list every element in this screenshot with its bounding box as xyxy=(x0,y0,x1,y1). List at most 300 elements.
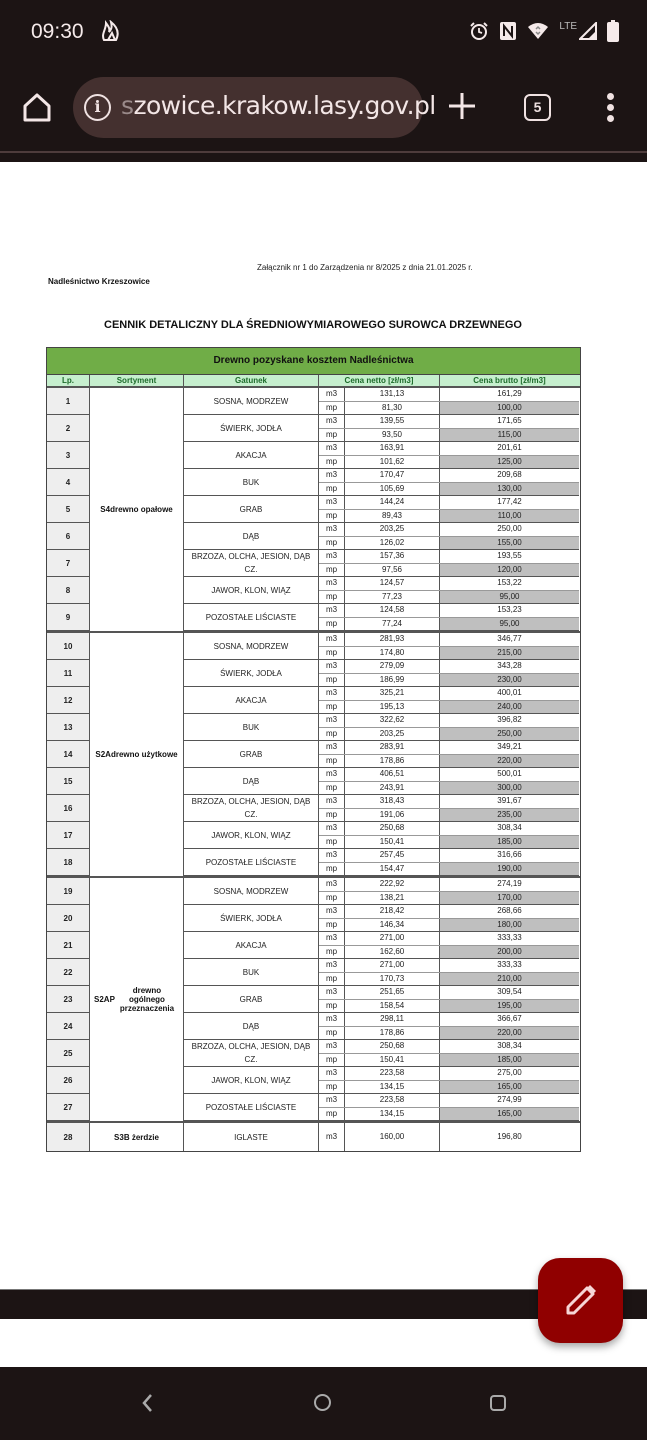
price-row xyxy=(319,701,579,715)
unit-cell: m3 xyxy=(319,550,345,563)
netto-cell: 77,23 xyxy=(345,591,440,604)
table-column-headers xyxy=(47,375,580,388)
price-row xyxy=(319,483,579,497)
brutto-cell: 110,00 xyxy=(440,510,579,523)
unit-cell: mp xyxy=(319,537,345,550)
sortyment-group xyxy=(47,633,580,878)
battery-icon xyxy=(607,20,619,47)
gatunek-cell: BUK xyxy=(184,959,319,986)
netto-cell: 322,62 xyxy=(345,714,440,727)
netto-cell: 178,86 xyxy=(345,755,440,768)
unit-cell: mp xyxy=(319,809,345,822)
gatunek-cell: BUK xyxy=(184,714,319,741)
sortyment-group xyxy=(47,1123,580,1151)
lp-cell: 21 xyxy=(47,932,90,959)
signal-icon xyxy=(579,22,597,45)
price-row xyxy=(319,402,579,416)
brutto-cell: 200,00 xyxy=(440,946,579,959)
unit-cell: mp xyxy=(319,701,345,714)
unit-cell: mp xyxy=(319,782,345,795)
price-row xyxy=(319,660,579,674)
lp-cell: 1 xyxy=(47,388,90,415)
gatunek-cell: SOSNA, MODRZEW xyxy=(184,633,319,660)
brutto-cell: 153,23 xyxy=(497,605,522,614)
brutto-cell: 220,00 xyxy=(440,755,579,768)
home-circle-icon[interactable] xyxy=(314,1394,331,1411)
netto-cell: 138,21 xyxy=(345,892,440,905)
sortyment-name: drewno ogólnego przeznaczenia xyxy=(119,986,175,1013)
gatunek-cell: DĄB xyxy=(184,768,319,795)
lp-column xyxy=(47,633,90,876)
unit-cell: mp xyxy=(319,863,345,876)
gatunek-cell: ŚWIERK, JODŁA xyxy=(184,415,319,442)
menu-dots-icon[interactable] xyxy=(600,93,620,123)
lp-cell: 27 xyxy=(47,1094,90,1121)
brutto-cell: 343,28 xyxy=(497,661,522,670)
table-body xyxy=(47,388,580,1151)
unit-cell: mp xyxy=(319,755,345,768)
brutto-cell: 349,21 xyxy=(497,742,522,751)
brutto-cell: 95,00 xyxy=(440,591,579,604)
netto-cell: 203,25 xyxy=(345,728,440,741)
netto-cell: 158,54 xyxy=(345,1000,440,1013)
brutto-cell: 185,00 xyxy=(440,1054,579,1067)
netto-cell: 160,00 xyxy=(345,1123,440,1151)
netto-cell: 150,41 xyxy=(345,1054,440,1067)
url-text[interactable] xyxy=(121,91,436,120)
lp-cell: 14 xyxy=(47,741,90,768)
sortyment-cell xyxy=(90,1123,184,1151)
lp-cell: 28 xyxy=(47,1123,90,1151)
brutto-cell: 161,29 xyxy=(497,389,522,398)
netto-cell: 271,00 xyxy=(345,932,440,945)
unit-cell: m3 xyxy=(319,1094,345,1107)
unit-cell: m3 xyxy=(319,1123,345,1151)
netto-cell: 250,68 xyxy=(345,822,440,835)
brutto-cell: 400,01 xyxy=(497,688,522,697)
price-row xyxy=(319,932,579,946)
gatunek-cell: BRZOZA, OLCHA, JESION, DĄB CZ. xyxy=(184,795,319,822)
home-icon xyxy=(18,88,56,126)
price-row xyxy=(319,429,579,443)
price-row xyxy=(319,1040,579,1054)
gatunek-column xyxy=(184,388,319,631)
price-row xyxy=(319,1027,579,1041)
netto-cell: 222,92 xyxy=(345,878,440,891)
column-header-netto: Cena netto [zł/m3] xyxy=(319,375,440,386)
lp-cell: 8 xyxy=(47,577,90,604)
price-column xyxy=(319,878,579,1121)
lp-cell: 11 xyxy=(47,660,90,687)
price-row xyxy=(319,782,579,796)
netto-cell: 250,68 xyxy=(345,1040,440,1053)
lp-column xyxy=(47,1123,90,1151)
info-icon[interactable]: i xyxy=(84,94,111,121)
column-header-sortyment: Sortyment xyxy=(90,375,184,386)
unit-cell: m3 xyxy=(319,1040,345,1053)
sortyment-name: drewno użytkowe xyxy=(110,750,178,759)
unit-cell: m3 xyxy=(319,687,345,700)
gatunek-cell: JAWOR, KLON, WIĄZ xyxy=(184,822,319,849)
unit-cell: mp xyxy=(319,591,345,604)
lp-cell: 24 xyxy=(47,1013,90,1040)
price-row xyxy=(319,919,579,933)
unit-cell: mp xyxy=(319,647,345,660)
netto-cell: 298,11 xyxy=(345,1013,440,1026)
price-table xyxy=(46,347,581,1152)
netto-cell: 163,91 xyxy=(345,442,440,455)
brutto-cell: 396,82 xyxy=(497,715,522,724)
price-row xyxy=(319,456,579,470)
netto-cell: 283,91 xyxy=(345,741,440,754)
status-time: 09:30 xyxy=(31,20,84,43)
unit-cell: m3 xyxy=(319,1067,345,1080)
brutto-cell: 235,00 xyxy=(440,809,579,822)
lp-cell: 18 xyxy=(47,849,90,876)
brutto-cell: 308,34 xyxy=(497,1041,522,1050)
gatunek-cell: GRAB xyxy=(184,496,319,523)
unit-cell: mp xyxy=(319,1108,345,1121)
unit-cell: mp xyxy=(319,510,345,523)
gatunek-cell: AKACJA xyxy=(184,442,319,469)
price-row xyxy=(319,892,579,906)
price-row xyxy=(319,795,579,809)
unit-cell: m3 xyxy=(319,469,345,482)
sortyment-group xyxy=(47,878,580,1123)
tab-switcher-button[interactable]: 5 xyxy=(524,94,551,121)
netto-cell: 406,51 xyxy=(345,768,440,781)
unit-cell: m3 xyxy=(319,415,345,428)
gatunek-column xyxy=(184,1123,319,1151)
price-row xyxy=(319,633,579,647)
gatunek-cell: IGLASTE xyxy=(184,1123,319,1151)
gatunek-column xyxy=(184,878,319,1121)
netto-cell: 251,65 xyxy=(345,986,440,999)
netto-cell: 124,57 xyxy=(345,577,440,590)
netto-cell: 223,58 xyxy=(345,1094,440,1107)
unit-cell: m3 xyxy=(319,633,345,646)
brutto-cell: 268,66 xyxy=(497,906,522,915)
netto-cell: 170,73 xyxy=(345,973,440,986)
unit-cell: m3 xyxy=(319,986,345,999)
brutto-cell: 300,00 xyxy=(440,782,579,795)
price-row xyxy=(319,1013,579,1027)
column-header-lp: Lp. xyxy=(47,375,90,386)
price-row xyxy=(319,1081,579,1095)
unit-cell: m3 xyxy=(319,714,345,727)
gatunek-cell: SOSNA, MODRZEW xyxy=(184,878,319,905)
unit-cell: m3 xyxy=(319,878,345,891)
unit-cell: m3 xyxy=(319,959,345,972)
brutto-cell: 275,00 xyxy=(497,1068,522,1077)
unit-cell: m3 xyxy=(319,496,345,509)
lp-cell: 17 xyxy=(47,822,90,849)
lp-cell: 7 xyxy=(47,550,90,577)
gatunek-cell: POZOSTAŁE LIŚCIASTE xyxy=(184,604,319,631)
unit-cell: mp xyxy=(319,1081,345,1094)
sortyment-cell xyxy=(90,633,184,876)
alarm-icon xyxy=(469,21,489,46)
brutto-cell: 215,00 xyxy=(440,647,579,660)
pdf-page xyxy=(0,162,647,1289)
price-row xyxy=(319,496,579,510)
lp-cell: 25 xyxy=(47,1040,90,1067)
netto-cell: 318,43 xyxy=(345,795,440,808)
netto-cell: 89,43 xyxy=(345,510,440,523)
unit-cell: mp xyxy=(319,892,345,905)
price-row xyxy=(319,849,579,863)
column-header-brutto: Cena brutto [zł/m3] xyxy=(473,376,546,385)
edit-fab-button[interactable] xyxy=(538,1258,623,1343)
home-button[interactable] xyxy=(18,88,56,126)
url-faded-prefix: s xyxy=(121,91,134,120)
netto-cell: 124,58 xyxy=(345,604,440,617)
price-row xyxy=(319,905,579,919)
price-row xyxy=(319,618,579,632)
unit-cell: m3 xyxy=(319,905,345,918)
brutto-cell: 250,00 xyxy=(497,524,522,533)
netto-cell: 144,24 xyxy=(345,496,440,509)
price-row xyxy=(319,469,579,483)
brutto-cell: 180,00 xyxy=(440,919,579,932)
gatunek-cell: SOSNA, MODRZEW xyxy=(184,388,319,415)
unit-cell: mp xyxy=(319,564,345,577)
unit-cell: mp xyxy=(319,1027,345,1040)
unit-cell: mp xyxy=(319,919,345,932)
lp-cell: 22 xyxy=(47,959,90,986)
sortyment-code: S4 xyxy=(100,505,111,514)
price-row xyxy=(319,768,579,782)
browser-toolbar xyxy=(0,66,647,150)
lp-cell: 4 xyxy=(47,469,90,496)
unit-cell: mp xyxy=(319,1054,345,1067)
gatunek-cell: AKACJA xyxy=(184,932,319,959)
brutto-cell: 366,67 xyxy=(497,1014,522,1023)
brutto-cell: 308,34 xyxy=(497,823,522,832)
price-row xyxy=(319,755,579,769)
brutto-cell: 209,68 xyxy=(497,470,522,479)
recents-icon[interactable] xyxy=(490,1395,506,1411)
price-row xyxy=(319,537,579,551)
price-row xyxy=(319,741,579,755)
unit-cell: m3 xyxy=(319,442,345,455)
unit-cell: m3 xyxy=(319,604,345,617)
brutto-cell: 120,00 xyxy=(440,564,579,577)
netto-cell: 243,91 xyxy=(345,782,440,795)
organization-name: Nadleśnictwo Krzeszowice xyxy=(48,277,150,286)
price-row xyxy=(319,1108,579,1122)
price-row xyxy=(319,687,579,701)
unit-cell: mp xyxy=(319,1000,345,1013)
nfc-icon xyxy=(499,21,517,46)
netto-cell: 178,86 xyxy=(345,1027,440,1040)
gatunek-cell: DĄB xyxy=(184,523,319,550)
unit-cell: mp xyxy=(319,836,345,849)
brutto-cell: 333,33 xyxy=(497,960,522,969)
price-row xyxy=(319,442,579,456)
netto-cell: 139,55 xyxy=(345,415,440,428)
brutto-cell: 346,77 xyxy=(497,634,522,643)
new-tab-button[interactable] xyxy=(444,88,480,124)
unit-cell: mp xyxy=(319,618,345,631)
price-row xyxy=(319,822,579,836)
price-column xyxy=(319,1123,579,1151)
gatunek-cell: POZOSTAŁE LIŚCIASTE xyxy=(184,849,319,876)
sortyment-code: S2AP xyxy=(94,995,115,1004)
gatunek-cell: AKACJA xyxy=(184,687,319,714)
navigation-bar xyxy=(0,1367,647,1440)
status-bar xyxy=(0,0,647,66)
brutto-cell: 195,00 xyxy=(440,1000,579,1013)
netto-cell: 257,45 xyxy=(345,849,440,862)
unit-cell: m3 xyxy=(319,577,345,590)
price-row xyxy=(319,591,579,605)
unit-cell: m3 xyxy=(319,822,345,835)
netto-cell: 218,42 xyxy=(345,905,440,918)
lp-cell: 16 xyxy=(47,795,90,822)
price-row xyxy=(319,577,579,591)
price-row xyxy=(319,647,579,661)
brutto-cell: 500,01 xyxy=(497,769,522,778)
lp-cell: 15 xyxy=(47,768,90,795)
unit-cell: m3 xyxy=(319,795,345,808)
brutto-cell: 177,42 xyxy=(497,497,522,506)
sortyment-group xyxy=(47,388,580,633)
document-title: CENNIK DETALICZNY DLA ŚREDNIOWYMIAROWEGO SUROWCA DRZEWNEGO xyxy=(104,319,522,331)
price-row xyxy=(319,1000,579,1014)
price-row xyxy=(319,415,579,429)
unit-cell: mp xyxy=(319,946,345,959)
lp-cell: 20 xyxy=(47,905,90,932)
netto-cell: 126,02 xyxy=(345,537,440,550)
gatunek-cell: GRAB xyxy=(184,741,319,768)
lp-column xyxy=(47,878,90,1121)
price-row xyxy=(319,550,579,564)
lp-cell: 5 xyxy=(47,496,90,523)
brutto-cell: 95,00 xyxy=(440,618,579,631)
unit-cell: m3 xyxy=(319,768,345,781)
price-row xyxy=(319,728,579,742)
lp-cell: 12 xyxy=(47,687,90,714)
price-row xyxy=(319,878,579,892)
gatunek-cell: ŚWIERK, JODŁA xyxy=(184,660,319,687)
netto-cell: 150,41 xyxy=(345,836,440,849)
price-row xyxy=(319,1123,579,1151)
netto-cell: 154,47 xyxy=(345,863,440,876)
unit-cell: mp xyxy=(319,483,345,496)
pencil-icon xyxy=(538,1258,623,1343)
unit-cell: m3 xyxy=(319,388,345,401)
gatunek-cell: POZOSTAŁE LIŚCIASTE xyxy=(184,1094,319,1121)
lp-cell: 9 xyxy=(47,604,90,631)
netto-cell: 97,56 xyxy=(345,564,440,577)
netto-cell: 191,06 xyxy=(345,809,440,822)
netto-cell: 281,93 xyxy=(345,633,440,646)
brutto-cell: 153,22 xyxy=(497,578,522,587)
back-icon[interactable] xyxy=(138,1391,158,1415)
table-header: Drewno pozyskane kosztem Nadleśnictwa xyxy=(47,348,580,375)
unit-cell: mp xyxy=(319,674,345,687)
netto-cell: 146,34 xyxy=(345,919,440,932)
brutto-cell: 185,00 xyxy=(440,836,579,849)
flame-icon xyxy=(100,20,124,48)
brutto-cell: 220,00 xyxy=(440,1027,579,1040)
netto-cell: 170,47 xyxy=(345,469,440,482)
toolbar-divider xyxy=(0,151,647,153)
unit-cell: m3 xyxy=(319,1013,345,1026)
brutto-cell: 240,00 xyxy=(440,701,579,714)
lp-cell: 19 xyxy=(47,878,90,905)
brutto-cell: 391,67 xyxy=(497,796,522,805)
lp-cell: 6 xyxy=(47,523,90,550)
unit-cell: mp xyxy=(319,973,345,986)
lte-label: LTE xyxy=(559,21,577,32)
gatunek-cell: DĄB xyxy=(184,1013,319,1040)
brutto-cell: 230,00 xyxy=(440,674,579,687)
netto-cell: 101,62 xyxy=(345,456,440,469)
price-row xyxy=(319,388,579,402)
price-column xyxy=(319,633,579,876)
netto-cell: 325,21 xyxy=(345,687,440,700)
brutto-cell: 190,00 xyxy=(440,863,579,876)
price-row xyxy=(319,674,579,688)
unit-cell: mp xyxy=(319,402,345,415)
sortyment-name: drewno opałowe xyxy=(110,505,173,514)
brutto-cell: 130,00 xyxy=(440,483,579,496)
column-header-gatunek: Gatunek xyxy=(184,375,319,386)
wifi-icon xyxy=(527,22,549,45)
netto-cell: 81,30 xyxy=(345,402,440,415)
brutto-cell: 193,55 xyxy=(497,551,522,560)
unit-cell: mp xyxy=(319,456,345,469)
unit-cell: mp xyxy=(319,429,345,442)
brutto-cell: 170,00 xyxy=(440,892,579,905)
lp-cell: 10 xyxy=(47,633,90,660)
brutto-cell: 274,19 xyxy=(497,879,522,888)
unit-cell: m3 xyxy=(319,523,345,536)
brutto-cell: 115,00 xyxy=(440,429,579,442)
lp-cell: 23 xyxy=(47,986,90,1013)
lp-cell: 26 xyxy=(47,1067,90,1094)
netto-cell: 271,00 xyxy=(345,959,440,972)
price-row xyxy=(319,809,579,823)
price-row xyxy=(319,1054,579,1068)
brutto-cell: 171,65 xyxy=(497,416,522,425)
netto-cell: 203,25 xyxy=(345,523,440,536)
gatunek-cell: BRZOZA, OLCHA, JESION, DĄB CZ. xyxy=(184,550,319,577)
address-bar[interactable] xyxy=(73,77,436,138)
brutto-cell: 201,61 xyxy=(497,443,522,452)
brutto-cell: 165,00 xyxy=(440,1108,579,1121)
netto-cell: 279,09 xyxy=(345,660,440,673)
sortyment-code: S2A xyxy=(95,750,111,759)
brutto-cell: 196,80 xyxy=(497,1132,522,1141)
gatunek-cell: JAWOR, KLON, WIĄZ xyxy=(184,1067,319,1094)
gatunek-cell: BRZOZA, OLCHA, JESION, DĄB CZ. xyxy=(184,1040,319,1067)
price-row xyxy=(319,604,579,618)
brutto-cell: 274,99 xyxy=(497,1095,522,1104)
gatunek-cell: BUK xyxy=(184,469,319,496)
brutto-cell: 250,00 xyxy=(440,728,579,741)
gatunek-cell: ŚWIERK, JODŁA xyxy=(184,905,319,932)
netto-cell: 223,58 xyxy=(345,1067,440,1080)
netto-cell: 77,24 xyxy=(345,618,440,631)
price-row xyxy=(319,986,579,1000)
netto-cell: 105,69 xyxy=(345,483,440,496)
lp-cell: 13 xyxy=(47,714,90,741)
netto-cell: 131,13 xyxy=(345,388,440,401)
netto-cell: 157,36 xyxy=(345,550,440,563)
